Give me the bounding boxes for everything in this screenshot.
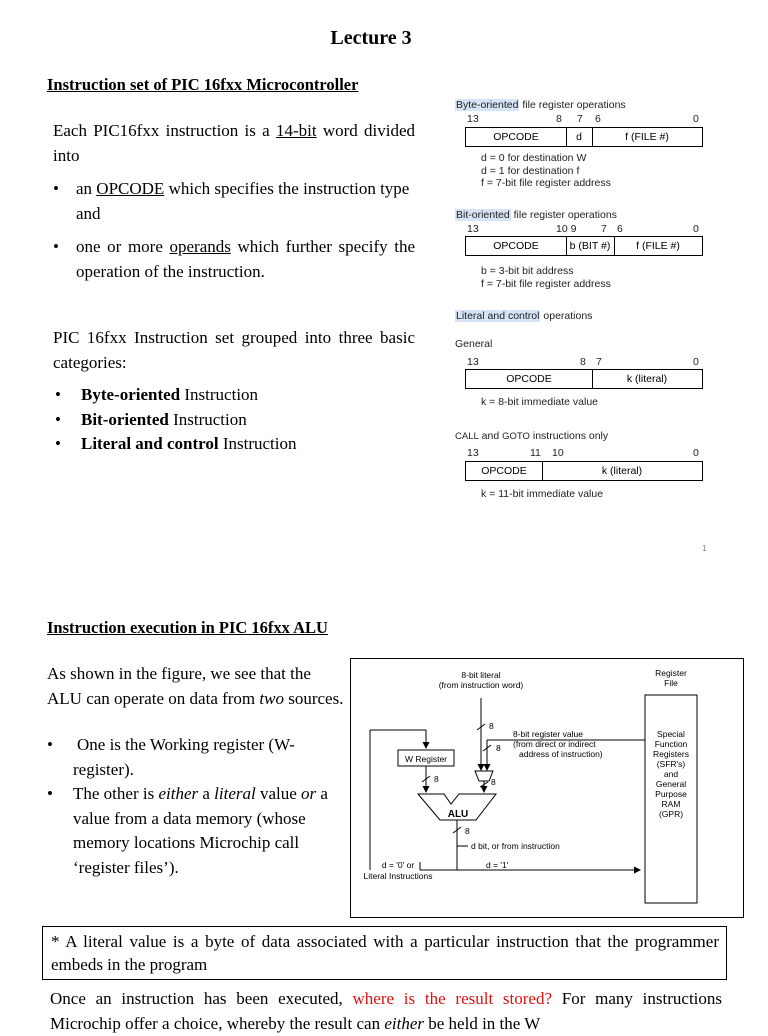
- category-list: [52, 383, 382, 457]
- category-bit: • Bit-oriented Instruction: [55, 409, 247, 429]
- sfr-label: General: [655, 779, 687, 789]
- category-name: Bit-oriented: [81, 409, 169, 429]
- intro-text: Each PIC16fxx instruction is a: [53, 121, 276, 140]
- category-name: Literal and control: [81, 434, 219, 453]
- w-register-label: W Register: [404, 754, 448, 764]
- field-f: f (FILE #): [625, 131, 669, 143]
- d-bit-label: d bit, or from instruction: [471, 841, 560, 851]
- bullet-em: literal: [214, 784, 256, 803]
- literal-label: 8-bit literal: [461, 670, 501, 680]
- category-literal: • Literal and control Instruction: [55, 434, 297, 453]
- reg-value-label: 8-bit register value: [513, 729, 583, 739]
- byte-format-title-text: file register operations: [519, 99, 626, 111]
- section1-intro: [53, 119, 415, 168]
- sfr-label: Special: [657, 729, 685, 739]
- field-opcode: OPCODE: [466, 237, 567, 255]
- category-text: Instruction: [180, 385, 259, 404]
- intro-em: two: [259, 688, 284, 708]
- bit-number: 0: [693, 356, 699, 368]
- bit-number: 7: [577, 113, 583, 125]
- bit-number: 7: [601, 223, 607, 235]
- bullet-opcode: • an OPCODE which specifies the instruction type and: [53, 179, 410, 223]
- sfr-label: RAM: [661, 799, 681, 809]
- bit-number: 6: [617, 223, 623, 235]
- sfr-label: Purpose: [655, 789, 687, 799]
- closing-text: For many: [552, 989, 633, 1008]
- bit-format-box: [465, 236, 703, 256]
- intro-bits: 14-bit: [275, 121, 317, 140]
- term-opcode: OPCODE: [96, 179, 165, 198]
- call-text: CALL: [455, 431, 479, 442]
- register-file-label: Register: [655, 668, 687, 678]
- intro-text-end: sources.: [283, 688, 344, 708]
- reg-value-label: address of instruction): [519, 749, 603, 759]
- note-line: f = 7-bit file register address: [481, 177, 611, 189]
- reg-value-label: (from direct or indirect: [513, 739, 596, 749]
- bit-number: 0: [693, 113, 699, 125]
- bullet-text: which specifies the instruction type and: [76, 179, 410, 223]
- bullet-operands: • one or more operands which further specify the operation of the instruction.: [53, 237, 415, 281]
- note-line: b = 3-bit bit address: [481, 265, 574, 277]
- bus-width-label: 8: [489, 721, 494, 731]
- bullet-text: an: [76, 179, 97, 198]
- general-note: k = 8-bit immediate value: [481, 396, 599, 408]
- field-opcode: OPCODE: [466, 462, 543, 480]
- literal-note-box: [42, 926, 727, 980]
- bullet-text: The other is: [73, 784, 159, 803]
- sfr-label: (GPR): [658, 809, 684, 819]
- bit-format-title-text: file register operations: [510, 209, 617, 221]
- bullet-literal: • The other is either a literal value or a value from a data memory (whose memory locations Microchip call ‘register files’).: [47, 784, 328, 877]
- closing-text: instructions Microchip offer a choice, whereby the result can: [50, 989, 723, 1033]
- field-opcode: OPCODE: [466, 128, 567, 146]
- register-file-label: File: [664, 678, 678, 688]
- sfr-label: Registers: [653, 749, 689, 759]
- bullet-em: or: [301, 784, 317, 803]
- bit-number: 0: [693, 447, 699, 459]
- alu-bullets: [44, 733, 349, 880]
- section2-heading: Instruction execution in PIC 16fxx ALU: [47, 618, 328, 637]
- literal-format-highlight: Literal and control: [456, 310, 540, 322]
- bullet-text: One is the Working register (W-register).: [73, 735, 295, 779]
- bit-number: 11: [530, 447, 541, 459]
- byte-format-title: [455, 99, 626, 111]
- field-k: k (literal): [626, 373, 668, 385]
- bit-number: 13: [467, 113, 479, 125]
- bullet-text: one or more: [76, 237, 170, 256]
- bit-format-notes: [481, 265, 611, 290]
- bit-number: 13: [467, 223, 479, 235]
- bit-number: 8: [580, 356, 586, 368]
- note-line: d = 0 for destination W: [481, 152, 587, 164]
- bit-number: 13: [467, 447, 479, 459]
- intro-text-end: word divided into: [53, 121, 415, 165]
- alu-label: ALU: [447, 809, 469, 820]
- category-text: Instruction: [218, 434, 297, 453]
- bullet-text: which further specify the operation of the instruction.: [76, 237, 415, 281]
- section1-heading: Instruction set of PIC 16fxx Microcontroller: [47, 75, 359, 94]
- literal-format-title-text: operations: [540, 310, 593, 322]
- bit-number: 10 9: [556, 223, 577, 235]
- closing-text: Once an instruction has been executed,: [50, 989, 353, 1008]
- byte-format-box: [465, 127, 703, 147]
- bit-number: 7: [596, 356, 602, 368]
- field-f: f (FILE #): [636, 240, 680, 252]
- byte-format-notes: [481, 152, 611, 190]
- alu-diagram: [350, 658, 744, 918]
- category-text: Instruction: [168, 409, 247, 429]
- call-goto-label: [455, 430, 608, 442]
- bus-width-label: 8: [465, 826, 470, 836]
- sfr-label: Function: [654, 739, 688, 749]
- call-text: instructions only: [529, 430, 609, 442]
- bullet-text: value: [255, 784, 302, 803]
- call-text: and: [478, 430, 503, 442]
- closing-paragraph: [50, 987, 722, 1036]
- call-format-box: [465, 461, 703, 481]
- bit-number: 8: [556, 113, 562, 125]
- note-line: f = 7-bit file register address: [481, 277, 611, 290]
- d0-label: Literal Instructions: [363, 871, 433, 881]
- bullet-em: either: [158, 784, 199, 803]
- category-byte: • Byte-oriented Instruction: [55, 385, 259, 404]
- closing-text: be held in the W: [424, 1013, 541, 1033]
- general-format-box: [465, 369, 703, 389]
- field-k: k (literal): [601, 465, 643, 477]
- field-opcode: OPCODE: [466, 370, 593, 388]
- call-note: k = 11-bit immediate value: [481, 488, 604, 500]
- general-label: General: [455, 338, 493, 350]
- bit-number: 10: [552, 447, 564, 459]
- bus-width-label: 8: [496, 743, 501, 753]
- term-operands: operands: [169, 237, 231, 256]
- categories-intro: PIC 16fxx Instruction set grouped into three basic categories:: [53, 328, 415, 372]
- bus-width-label: 8: [491, 777, 496, 787]
- byte-format-highlight: Byte-oriented: [456, 99, 519, 111]
- bullet-text: a: [198, 784, 215, 803]
- bullet-text: a value from a data memory (whose memory locations Microchip call ‘register files’).: [73, 784, 328, 877]
- page-title: Lecture 3: [330, 27, 412, 49]
- bullet-w-register: • One is the Working register (W-register).: [47, 735, 295, 779]
- d1-label: d = '1': [486, 860, 509, 870]
- bit-number: 0: [693, 223, 699, 235]
- sfr-label: (SFR's): [656, 759, 686, 769]
- bit-format-highlight: Bit-oriented: [456, 209, 510, 221]
- note-line: d = 1 for destination f: [481, 164, 580, 177]
- category-name: Byte-oriented: [81, 385, 181, 404]
- alu-intro: [47, 662, 349, 711]
- d0-label: d = '0' or: [381, 860, 415, 870]
- sfr-label: and: [663, 769, 679, 779]
- field-b: b (BIT #): [566, 237, 615, 255]
- result-question: where is the result stored?: [352, 989, 553, 1008]
- page-number: 1: [702, 544, 707, 553]
- intro-text: As shown in the figure, we see that the ALU can operate on data from: [47, 664, 311, 708]
- bit-number: 13: [467, 356, 479, 368]
- field-d: d: [566, 128, 593, 146]
- bit-format-title: [455, 209, 617, 221]
- closing-em: either: [384, 1013, 425, 1033]
- literal-note-text: * A literal value is a byte of data associated with a particular instruction that the programmer embeds in the program: [51, 932, 719, 974]
- bit-number: 6: [595, 113, 601, 125]
- bus-width-label: 8: [434, 774, 439, 784]
- literal-label: (from instruction word): [438, 680, 524, 690]
- operand-bullets: [47, 177, 415, 284]
- goto-text: GOTO: [502, 431, 530, 442]
- literal-format-title: [455, 310, 592, 322]
